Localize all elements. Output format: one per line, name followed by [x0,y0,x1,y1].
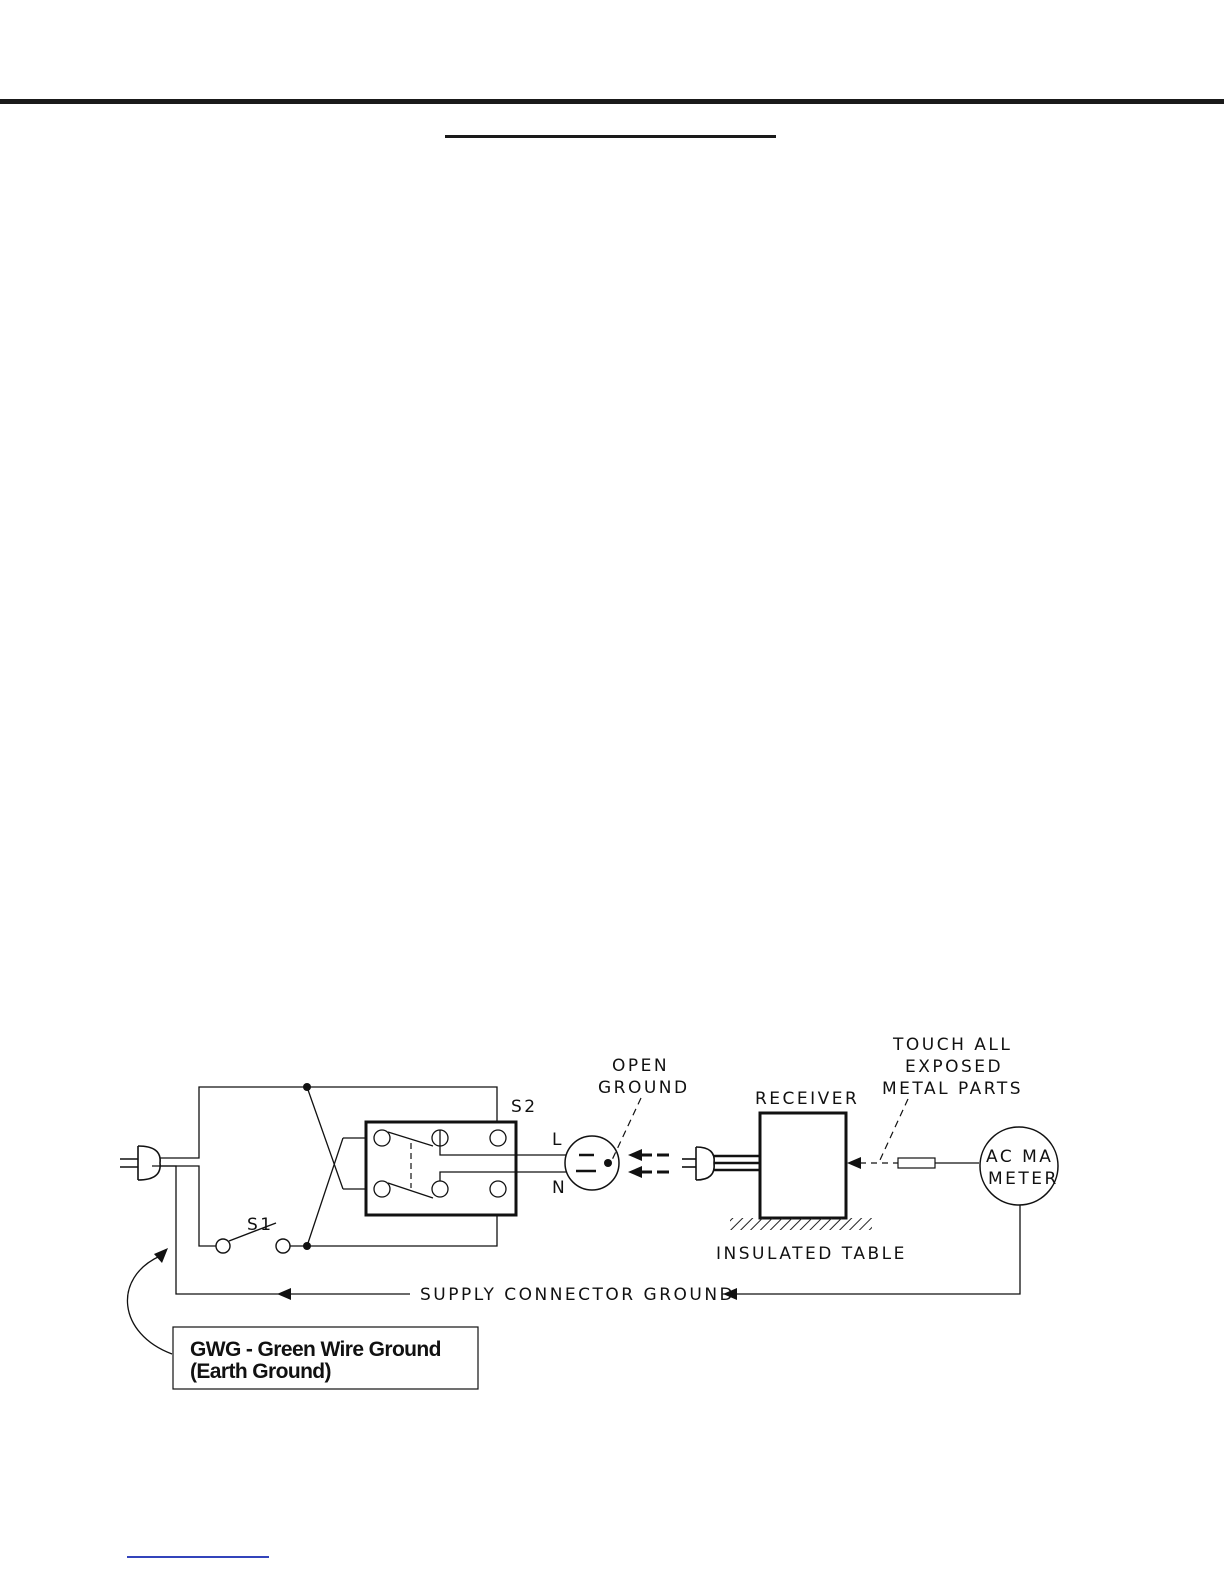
touch-leader [880,1099,908,1160]
s2-label: S2 [511,1097,538,1117]
ground-arrowhead [277,1288,291,1300]
n-label: N [552,1178,568,1198]
gwg-pointer-arrowhead [154,1248,168,1263]
outlet-receptacle [565,1136,619,1190]
gwg-caption-line1: GWG - Green Wire Ground [190,1338,441,1361]
gwg-caption-line2: (Earth Ground) [190,1360,331,1383]
footer-link-underline[interactable] [127,1556,269,1558]
insulated-table-label: INSULATED TABLE [716,1244,907,1264]
supply-plug [120,1146,160,1180]
plug-in-arrows [628,1149,670,1178]
receiver-box [760,1113,846,1218]
touch-label-line2: EXPOSED [905,1057,1004,1077]
supply-ground-label: SUPPLY CONNECTOR GROUND [420,1285,736,1305]
open-ground-label-line1: OPEN [612,1056,670,1076]
touch-label-line1: TOUCH ALL [893,1035,1013,1055]
open-ground-label-line2: GROUND [598,1078,690,1098]
l-label: L [552,1130,564,1150]
crossover-wires [307,1087,368,1246]
junction-dot [303,1083,311,1091]
meter-label-line2: METER [988,1169,1059,1189]
meter-label-line1: AC MA [986,1147,1054,1167]
gwg-pointer-arc [127,1256,172,1354]
touch-label-line3: METAL PARTS [882,1079,1024,1099]
receiver-plug [682,1147,760,1180]
junction-dot [303,1242,311,1250]
test-probe [898,1158,935,1168]
probe-arrowhead [847,1157,861,1169]
s2-switch [366,1122,516,1215]
receiver-label: RECEIVER [755,1089,860,1109]
insulated-table [730,1218,872,1230]
s1-label: S1 [247,1215,274,1235]
